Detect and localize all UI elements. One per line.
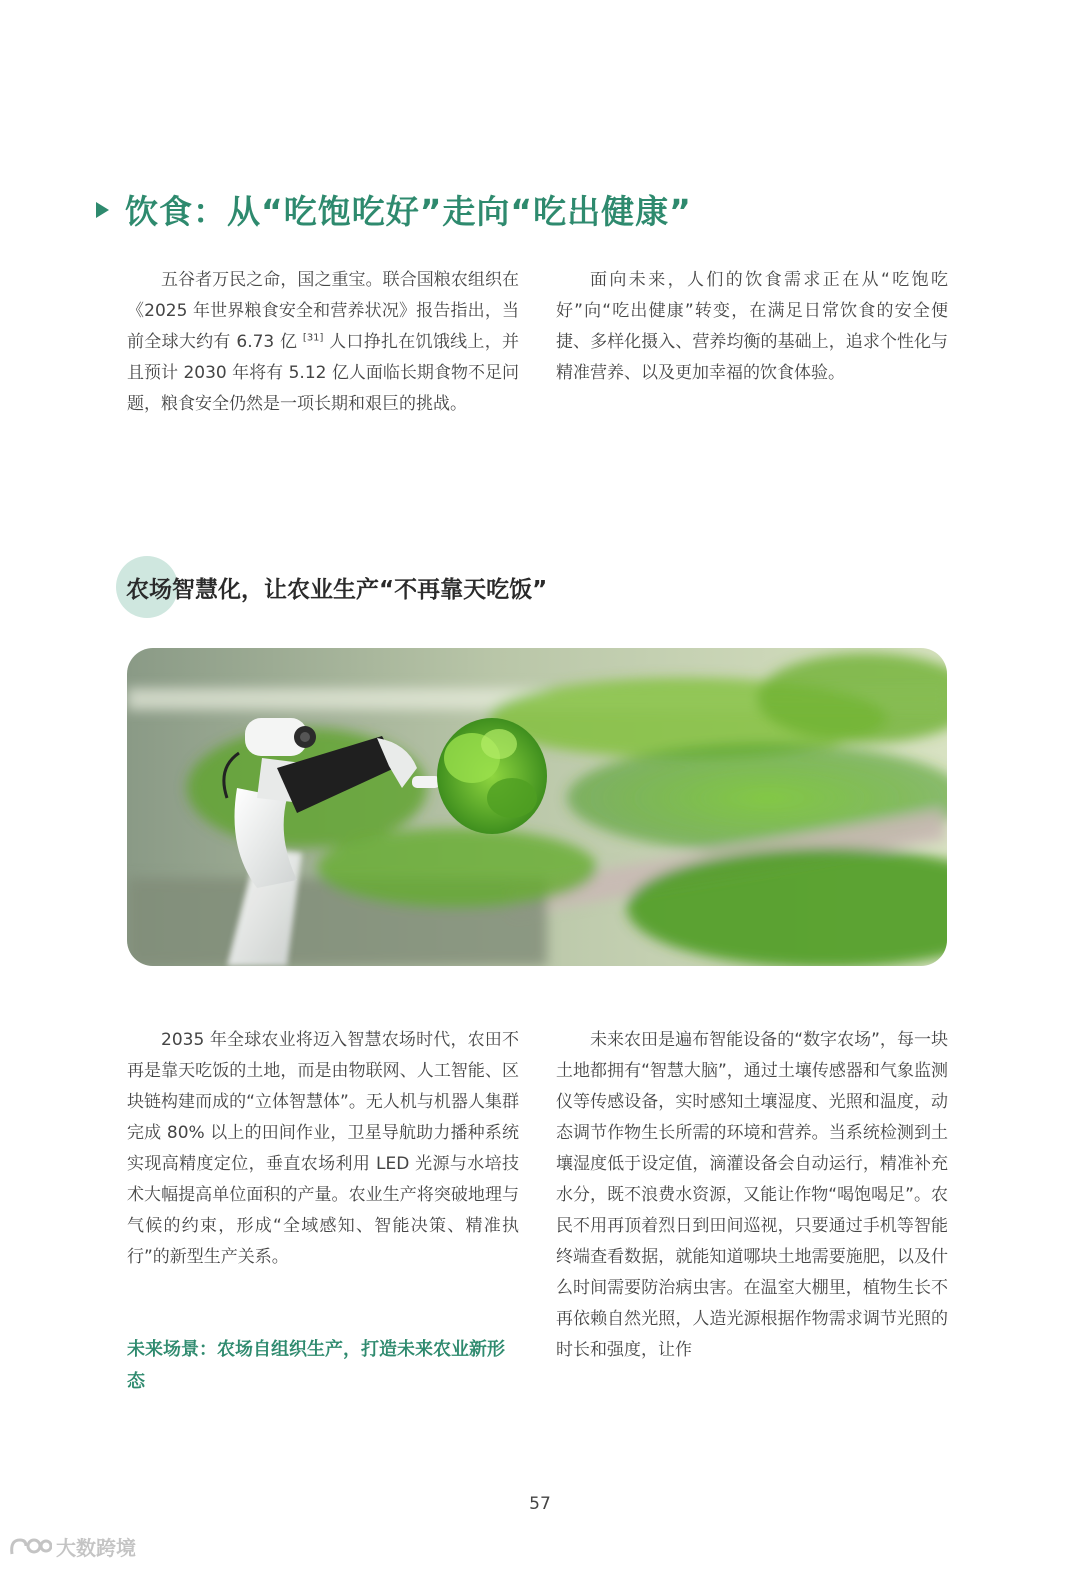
intro-left-paragraph: 五谷者万民之命，国之重宝。联合国粮农组织在《2025 年世界粮食安全和营养状况》报告指出，当前全球大约有 6.73 亿 [31] 人口挣扎在饥饿线上，并且预计 2030 年将有 5.12 亿人面临长期食物不足问题，粮食安全仍然是一项长期和艰巨的挑战。 (127, 270, 519, 414)
subsection-title: 农场智慧化，让农业生产“不再靠天吃饭” (126, 577, 548, 603)
watermark-text: 大数跨境 (56, 1536, 136, 1560)
watermark-logo-icon (8, 1534, 52, 1560)
citation-marker[interactable]: [31] (302, 332, 324, 344)
future-scenario-heading: 未来场景：农场自组织生产，打造未来农业新形态 (127, 1339, 505, 1392)
robot-arm-farm-photo (127, 648, 947, 966)
section-heading (96, 186, 692, 233)
intro-right-paragraph: 面向未来，人们的饮食需求正在从“吃饱吃好”向“吃出健康”转变，在满足日常饮食的安全便捷、多样化摄入、营养均衡的基础上，追求个性化与精准营养、以及更加幸福的饮食体验。 (556, 270, 948, 383)
triangle-bullet-icon (96, 202, 109, 218)
watermark (8, 1532, 136, 1561)
intro-left-column (127, 265, 519, 420)
page-number: 57 (529, 1494, 551, 1514)
smart-farm-left-paragraph: 2035 年全球农业将迈入智慧农场时代，农田不再是靠天吃饭的土地，而是由物联网、人工智能、区块链构建而成的“立体智慧体”。无人机与机器人集群完成 80% 以上的田间作业，卫星导航助力播种系统实现高精度定位，垂直农场利用 LED 光源与水培技术大幅提高单位面积的产量。农业生产将突破地理与气候的约束，形成“全域感知、智能决策、精准执行”的新型生产关系。 (127, 1030, 519, 1267)
smart-farm-right-paragraph: 未来农田是遍布智能设备的“数字农场”，每一块土地都拥有“智慧大脑”，通过土壤传感器和气象监测仪等传感设备，实时感知土壤湿度、光照和温度，动态调节作物生长所需的环境和营养。当系统检测到土壤湿度低于设定值，滴灌设备会自动运行，精准补充水分，既不浪费水资源，又能让作物“喝饱喝足”。农民不用再顶着烈日到田间巡视，只要通过手机等智能终端查看数据，就能知道哪块土地需要施肥，以及什么时间需要防治病虫害。在温室大棚里，植物生长不再依赖自然光照，人造光源根据作物需求调节光照的时长和强度，让作 (556, 1030, 948, 1360)
intro-right-column (556, 265, 948, 389)
smart-farm-right-column (556, 1025, 948, 1366)
section-title: 饮食：从“吃饱吃好”走向“吃出健康” (125, 192, 692, 231)
smart-farm-left-column (127, 1025, 519, 1273)
